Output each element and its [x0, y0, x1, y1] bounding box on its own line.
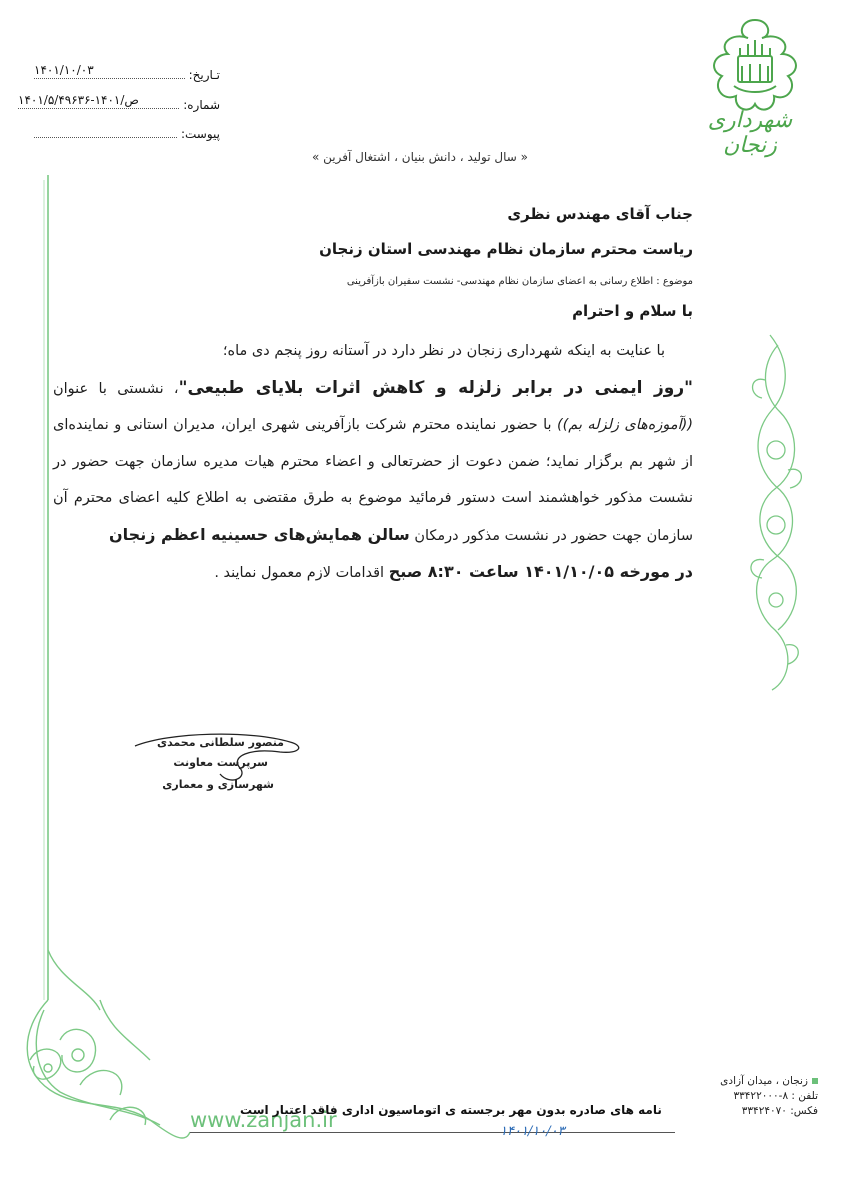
- letter-subject: موضوع : اطلاع رسانی به اعضای سازمان نظام مهندسی- نشست سفیران بازآفرینی: [346, 276, 693, 287]
- event-venue: سالن همایش‌های حسینیه اعظم زنجان: [109, 524, 410, 544]
- contact-address: [688, 1074, 818, 1119]
- body-connector: ، نشستی با عنوان: [53, 380, 179, 397]
- addressee-name: جناب آقای مهندس نظری: [507, 205, 693, 223]
- year-slogan: « سال تولید ، دانش بنیان ، اشتغال آفرین »: [311, 150, 528, 164]
- event-datetime: در مورخه ۱۴۰۱/۱۰/۰۵ ساعت ۸:۳۰ صبح: [388, 562, 693, 581]
- footer-validity-note: نامه های صادره بدون مهر برجسته ی اتوماسیون اداری فاقد اعتبار است: [240, 1103, 662, 1117]
- signatory-role-2: شهرسازی و معماری: [162, 778, 274, 791]
- body-intro: با عنایت به اینکه شهرداری زنجان در نظر دارد در آستانه روز پنجم دی ماه؛: [222, 343, 665, 359]
- logo-caption: شهرداری زنجان: [707, 108, 793, 158]
- date-field: [30, 63, 220, 82]
- website-link[interactable]: www.zanjan.ir: [190, 1108, 337, 1132]
- letter-body: [53, 333, 693, 592]
- fax-label: فکس:: [790, 1105, 818, 1117]
- phone-number: ۸-۳۳۴۲۲۰۰۰: [733, 1090, 789, 1102]
- number-value: ۱۴۰۱/۵/۴۹۶۳۶-۱۴۰۱/ص: [18, 93, 139, 107]
- signature-block: [130, 728, 310, 798]
- footer-divider: [190, 1132, 675, 1133]
- body-main: با حضور نماینده محترم شرکت بازآفرینی شهری ایران، مدیران استانی و نماینده‌ای از شهر بم برگزار نماید؛ ضمن دعوت از حضرتعالی و اعضاء محترم هیات مدیره سازمان جهت حضور در نشست مذکور خواهشمند است دستور فرمائید موضوع به طرق مقتضی به اطلاع کلیه اعضای محترم آن سازمان جهت حضور در نشست مذکور درمکان: [53, 417, 693, 544]
- signatory-name: منصور سلطانی محمدی: [157, 736, 284, 749]
- date-value: ۱۴۰۱/۱۰/۰۳: [34, 63, 94, 77]
- attachment-label: پیوست:: [180, 127, 220, 141]
- body-closing: اقدامات لازم معمول نمایند .: [214, 565, 389, 581]
- attachment-field: [30, 125, 220, 141]
- number-label: شماره:: [183, 98, 220, 112]
- addressee-title: ریاست محترم سازمان نظام مهندسی استان زنجان: [319, 240, 693, 258]
- bullet-icon: [812, 1078, 818, 1084]
- fax-number: ۳۳۴۲۴۰۷۰: [741, 1105, 787, 1117]
- signatory-role-1: سرپرست معاونت: [173, 756, 268, 769]
- number-field: [14, 93, 220, 112]
- event-occasion: "روز ایمنی در برابر زلزله و کاهش اثرات بلایای طبیعی": [178, 377, 694, 398]
- address-line: زنجان ، میدان آزادی: [720, 1075, 808, 1087]
- date-label: تـاریخ:: [188, 68, 220, 82]
- handwritten-date: ۱۴۰۱/۱۰/۰۳: [500, 1124, 565, 1139]
- greeting: با سلام و احترام: [572, 302, 693, 320]
- event-title: ((آموزه‌های زلزله بم)): [556, 417, 693, 433]
- phone-label: تلفن :: [791, 1090, 818, 1102]
